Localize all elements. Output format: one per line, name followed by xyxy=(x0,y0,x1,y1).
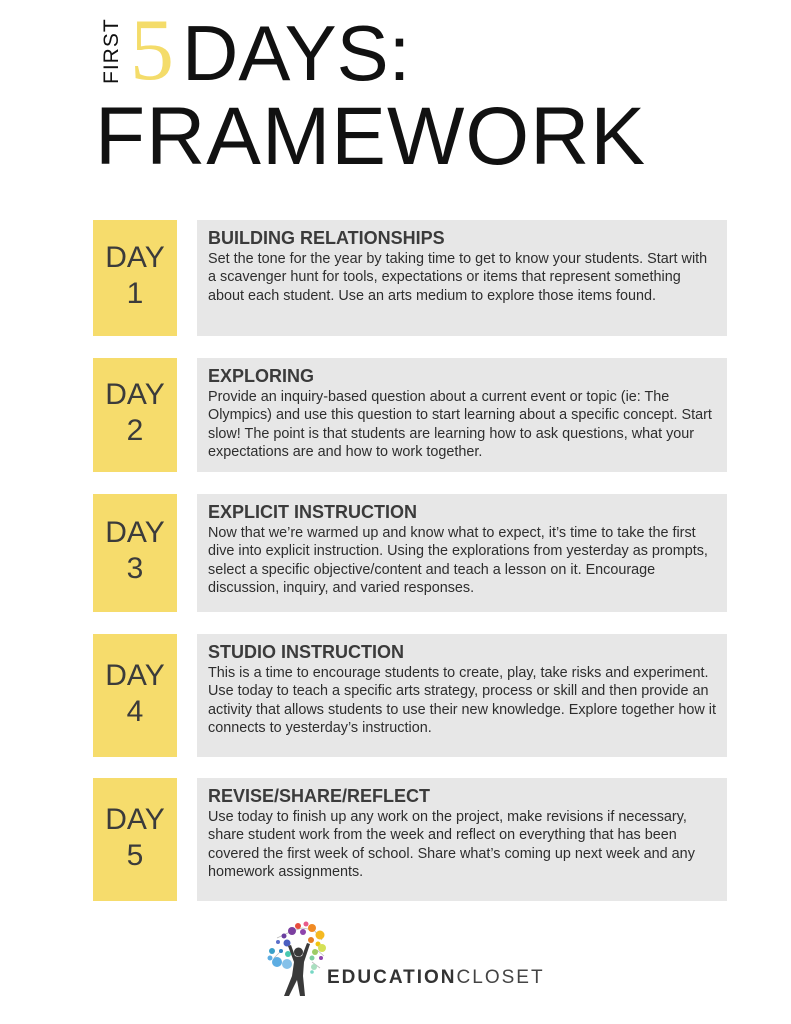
day-description: Provide an inquiry-based question about a current event or topic (ie: The Olympics) and use this question to start learning about a specific concept. Start slow! The point is that students are learning how to ask questions, what your expectations are and how to work together. xyxy=(208,389,712,460)
day-label: DAY xyxy=(105,378,165,411)
day-badge xyxy=(93,494,177,612)
day-row-1 xyxy=(93,220,727,336)
day-badge xyxy=(93,778,177,901)
logo-text-bold: EDUCATION xyxy=(327,967,457,988)
title-first: FIRST xyxy=(100,18,123,84)
day-number: 1 xyxy=(126,277,144,310)
day-number: 5 xyxy=(126,838,144,872)
page-title xyxy=(0,0,791,200)
day-row-3 xyxy=(93,494,727,612)
day-badge xyxy=(93,358,177,472)
day-description: Now that we’re warmed up and know what to expect, it’s time to take the first dive into explicit instruction. Using the explorations from yesterday as prompts, select a specific objective/content and teach a lesson on it. Encourage discussion, inquiry, and varied responses. xyxy=(208,525,708,596)
day-title: STUDIO INSTRUCTION xyxy=(208,642,404,662)
day-label: DAY xyxy=(105,241,165,274)
title-number: 5 xyxy=(130,2,174,99)
day-badge xyxy=(93,220,177,336)
logo-text-light: CLOSET xyxy=(456,967,545,988)
day-title: BUILDING RELATIONSHIPS xyxy=(208,228,445,248)
day-content xyxy=(197,358,727,472)
day-row-4 xyxy=(93,634,727,757)
day-badge xyxy=(93,634,177,757)
day-label: DAY xyxy=(105,516,165,549)
day-title: REVISE/SHARE/REFLECT xyxy=(208,786,431,806)
day-row-2 xyxy=(93,358,727,472)
title-days: DAYS: xyxy=(182,9,411,97)
day-number: 2 xyxy=(126,414,144,447)
day-content xyxy=(197,220,727,336)
day-number: 4 xyxy=(126,694,144,728)
title-framework: FRAMEWORK xyxy=(95,91,647,182)
day-number: 3 xyxy=(126,552,144,585)
day-content xyxy=(197,634,727,757)
day-title: EXPLORING xyxy=(208,366,315,386)
day-label: DAY xyxy=(105,802,165,836)
day-row-5 xyxy=(93,778,727,901)
day-description: Set the tone for the year by taking time to get to know your students. Start with a scavenger hunt for tools, expectations or items that represent something about each student. Use an arts medium to explore those items found. xyxy=(208,251,708,304)
day-description: Use today to finish up any work on the project, make revisions if necessary, share student work from the week and reflect on everything that has been covered the first week of school. Share what’s coming up next week and any homework assignments. xyxy=(208,809,695,880)
day-content xyxy=(197,494,727,612)
day-content xyxy=(197,778,727,901)
day-label: DAY xyxy=(105,658,165,692)
education-closet-logo xyxy=(262,918,545,998)
logo-wordmark xyxy=(327,967,545,989)
day-description: This is a time to encourage students to create, play, take risks and experiment. Use today to teach a specific arts strategy, process or skill and then provide an activity that allows students to use their new knowledge. Explore together how it connects to yesterday’s instruction. xyxy=(208,665,716,736)
day-title: EXPLICIT INSTRUCTION xyxy=(208,502,418,522)
